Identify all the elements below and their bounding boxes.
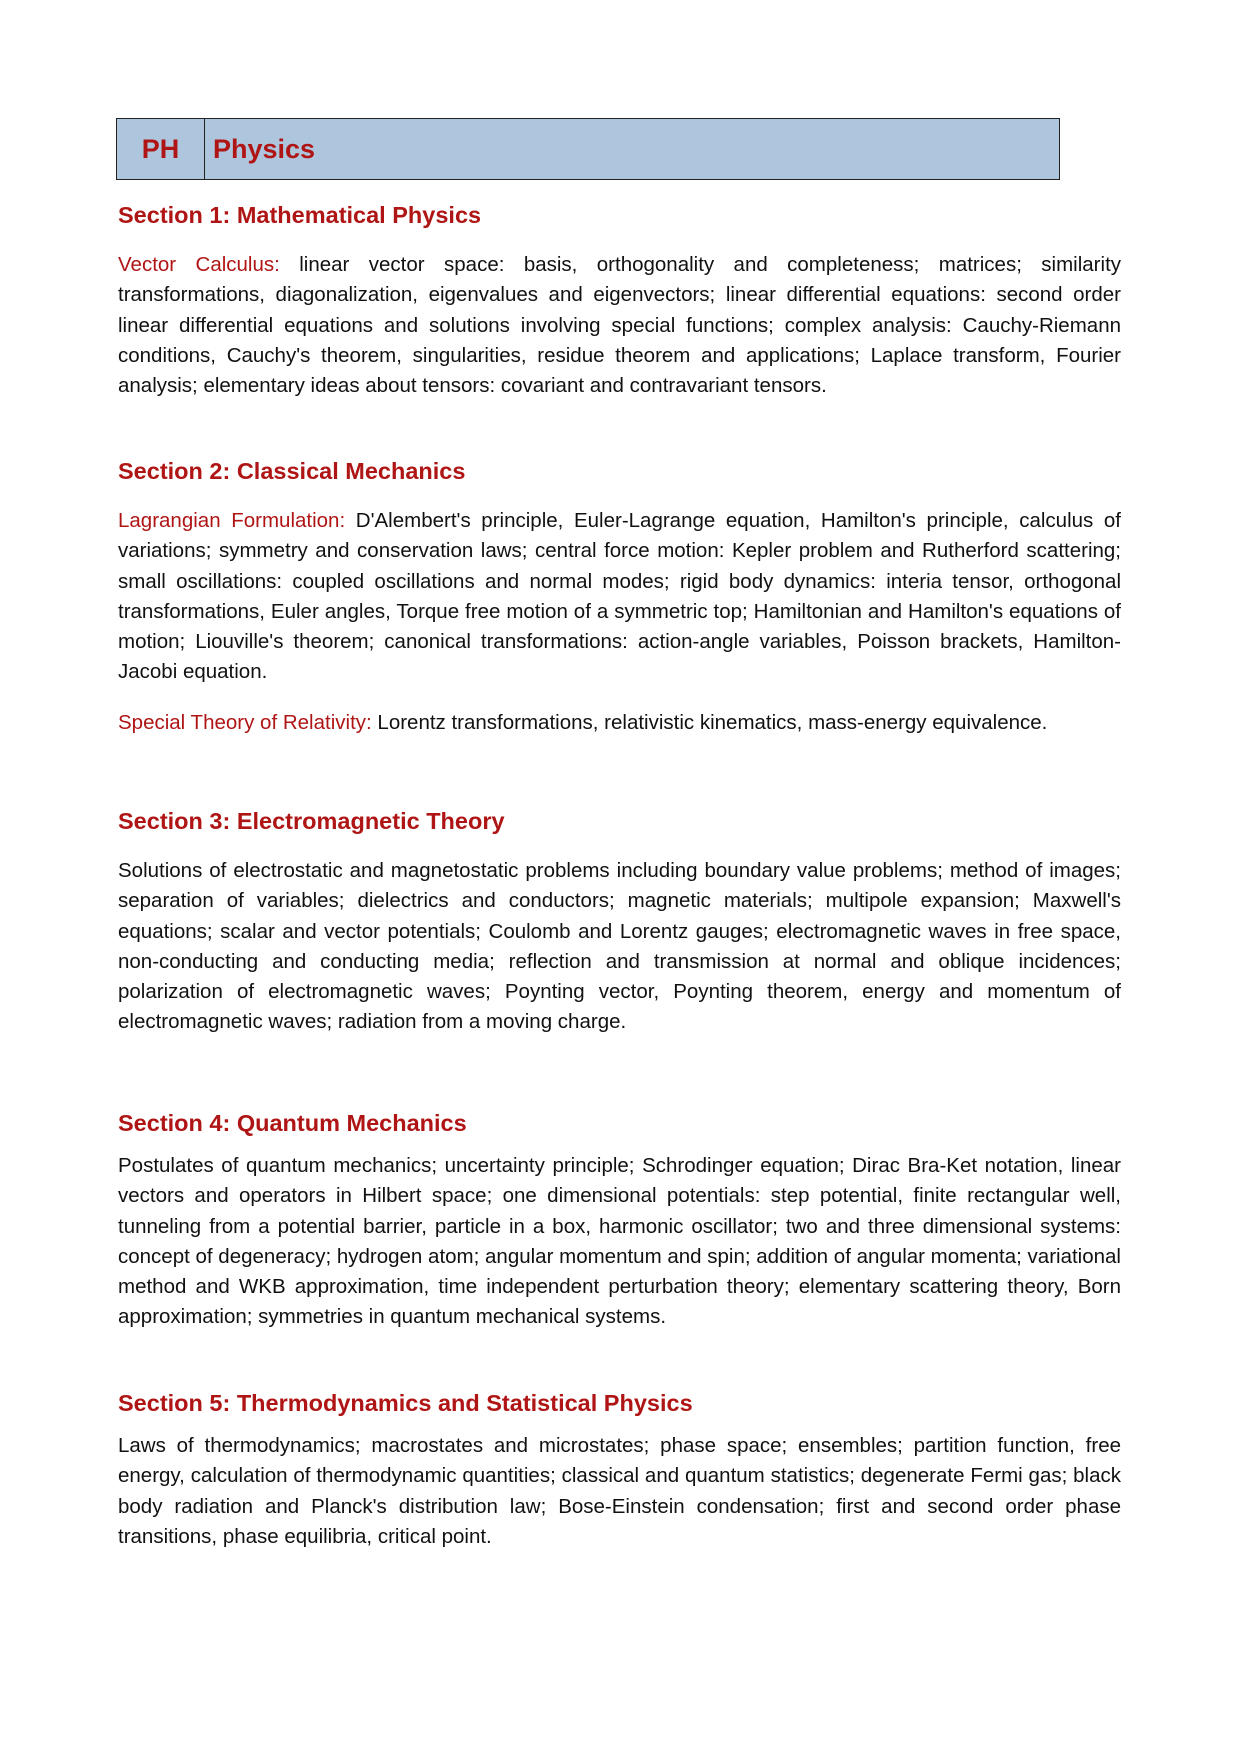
topic-lead: Special Theory of Relativity: bbox=[118, 710, 372, 734]
section-4 bbox=[118, 1108, 1121, 1333]
section-paragraph bbox=[118, 506, 1121, 688]
topic-text: linear vector space: basis, orthogonality and completeness; matrices; similarity transformations, diagonalization, eigenvalues and eigenvectors; linear differential equations: second order linear differential equations and solutions involving special functions; complex analysis: Cauchy-Riemann conditions, Cauchy's theorem, singularities, residue theorem and applications; Laplace transform, Fourier analysis; elementary ideas about tensors: covariant and contravariant tensors. bbox=[118, 253, 1122, 398]
subject-title: Physics bbox=[213, 133, 316, 164]
section-5 bbox=[118, 1388, 1121, 1552]
section-title: Section 2: Classical Mechanics bbox=[118, 458, 466, 484]
section-title: Section 5: Thermodynamics and Statistical Physics bbox=[118, 1390, 693, 1416]
subject-header bbox=[116, 118, 1060, 180]
topic-lead: Lagrangian Formulation: bbox=[118, 509, 346, 532]
topic-text: Postulates of quantum mechanics; uncertainty principle; Schrodinger equation; Dirac Bra-Ket notation, linear vectors and operators in Hilbert space; one dimensional potentials: step potential, finite rectangular well, tunneling from a potential barrier, particle in a box, harmonic oscillator; two and three dimensional systems: concept of degeneracy; hydrogen atom; angular momentum and spin; addition of angular momenta; variational method and WKB approximation, time independent perturbation theory; elementary scattering theory, Born approximation; symmetries in quantum mechanical systems. bbox=[118, 1154, 1121, 1329]
section-1 bbox=[118, 200, 1121, 401]
section-paragraph bbox=[118, 1151, 1121, 1333]
topic-text: Lorentz transformations, relativistic kinematics, mass-energy equivalence. bbox=[371, 710, 1048, 734]
section-title: Section 1: Mathematical Physics bbox=[118, 202, 482, 228]
section-2 bbox=[118, 456, 1121, 738]
topic-text: Laws of thermodynamics; macrostates and microstates; phase space; ensembles; partition function, free energy, calculation of thermodynamic quantities; classical and quantum statistics; degenerate Fermi gas; black body radiation and Planck's distribution law; Bose-Einstein condensation; first and second order phase transitions, phase equilibria, critical point. bbox=[118, 1434, 1121, 1548]
subject-code: PH bbox=[117, 119, 205, 179]
topic-text: D'Alembert's principle, Euler-Lagrange equation, Hamilton's principle, calculus of variations; symmetry and conservation laws; central force motion: Kepler problem and Rutherford scattering; small oscillations: coupled oscillations and normal modes; rigid body dynamics: interia tensor, orthogonal transformations, Euler angles, Torque free motion of a symmetric top; Hamiltonian and Hamilton's equations of motion; Liouville's theorem; canonical transformations: action-angle variables, Poisson brackets, Hamilton-Jacobi equation. bbox=[118, 509, 1121, 684]
section-3 bbox=[118, 806, 1121, 1038]
section-paragraph bbox=[118, 1431, 1121, 1552]
section-paragraph bbox=[118, 708, 1121, 738]
section-title: Section 4: Quantum Mechanics bbox=[118, 1110, 467, 1136]
section-paragraph bbox=[118, 250, 1121, 401]
topic-text: Solutions of electrostatic and magnetostatic problems including boundary value problems; method of images; separation of variables; dielectrics and conductors; magnetic materials; multipole expansion; Maxwell's equations; scalar and vector potentials; Coulomb and Lorentz gauges; electromagnetic waves in free space, non-conducting and conducting media; reflection and transmission at normal and oblique incidences; polarization of electromagnetic waves; Poynting vector, Poynting theorem, energy and momentum of electromagnetic waves; radiation from a moving charge. bbox=[118, 859, 1121, 1034]
section-paragraph bbox=[118, 856, 1121, 1038]
topic-lead: Vector Calculus: bbox=[118, 253, 280, 276]
section-title: Section 3: Electromagnetic Theory bbox=[118, 808, 505, 834]
